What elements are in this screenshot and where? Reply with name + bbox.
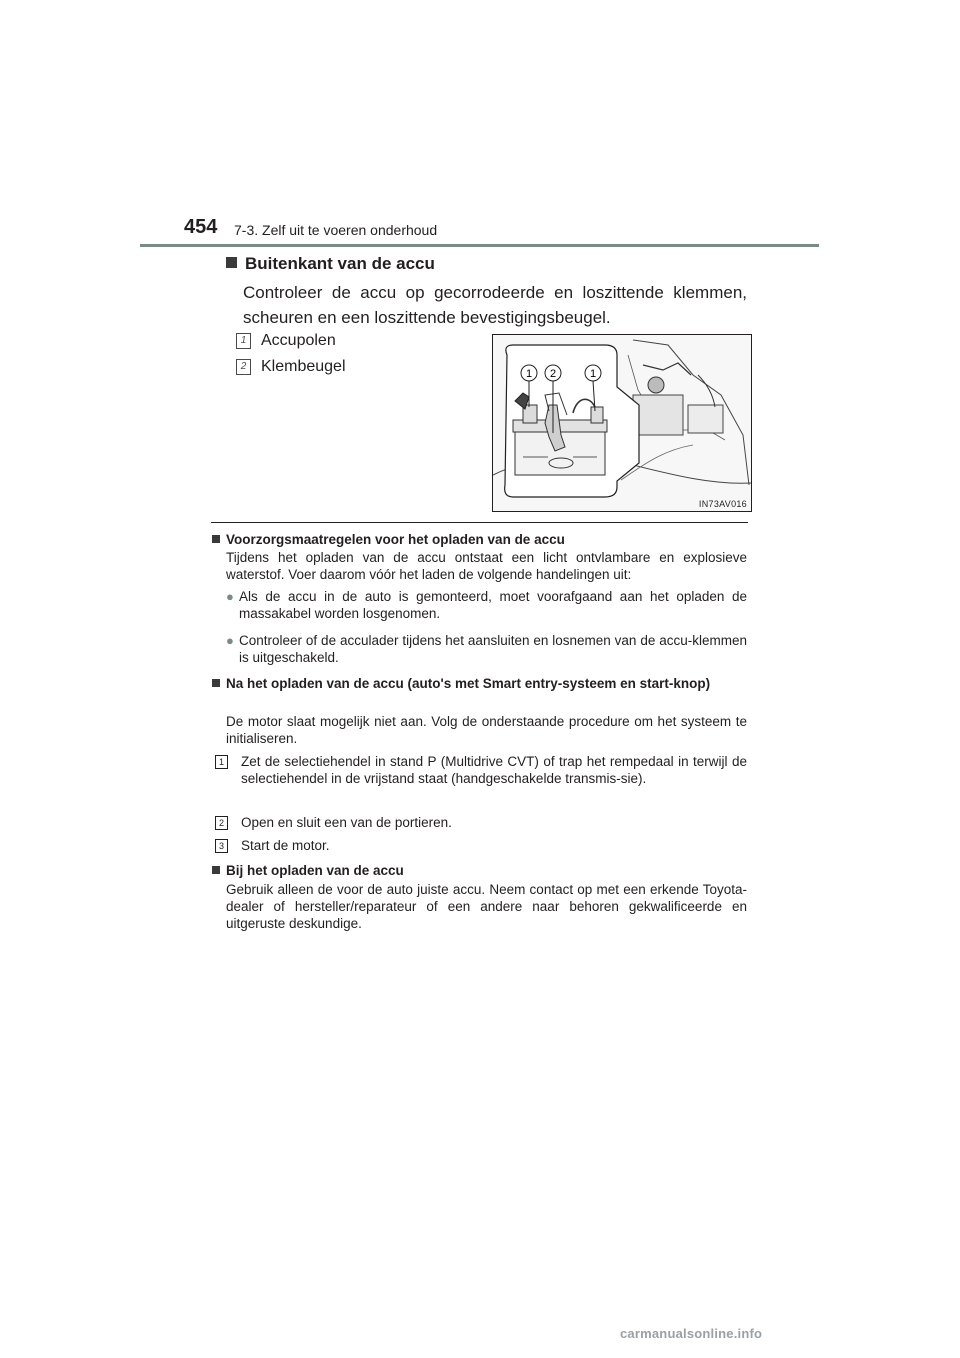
step-item: 1 Zet de selectiehendel in stand P (Multidrive CVT) of trap het rempedaal in terwijl de selectiehendel in de vrijstand staat (handgeschakelde transmis-sie).	[215, 753, 747, 787]
precautions-text: Tijdens het opladen van de accu ontstaat een licht ontvlambare en explosieve waterstof. Voer daarom vóór het laden de volgende handelingen uit:	[226, 550, 747, 582]
step-number: 2	[215, 816, 228, 830]
watermark: carmanualsonline.info	[620, 1326, 763, 1341]
callout-clamp-bracket	[236, 358, 346, 376]
square-bullet-icon	[212, 866, 220, 874]
step-item: 2 Open en sluit een van de portieren.	[215, 814, 747, 831]
step-number: 1	[215, 755, 228, 769]
after-charging-text: De motor slaat mogelijk niet aan. Volg de onderstaande procedure om het systeem te initialiseren.	[226, 714, 747, 746]
figure-code: IN73AV016	[698, 499, 747, 509]
callout-number: 2	[236, 359, 251, 375]
callout-number: 1	[236, 333, 251, 349]
callout-label: Accupolen	[261, 332, 336, 349]
figure-label: 1	[589, 368, 597, 380]
list-item: ● Als de accu in de auto is gemonteerd, moet voorafgaand aan het opladen de massakabel worden losgenomen.	[226, 589, 747, 621]
battery-drawing	[493, 335, 751, 511]
battery-illustration	[492, 334, 752, 512]
header-rule	[140, 244, 819, 247]
page-number: 454	[184, 216, 218, 238]
notes-rule	[211, 522, 748, 523]
heading-after-charging: Na het opladen van de accu (auto's met Smart entry-systeem en start-knop)	[212, 675, 747, 692]
figure-label: 1	[525, 368, 533, 380]
callout-battery-posts	[236, 332, 336, 350]
square-bullet-icon	[212, 679, 220, 687]
list-item: ● Controleer of de acculader tijdens het aansluiten en losnemen van de accu-klemmen is uitgeschakeld.	[226, 633, 747, 665]
heading-when-charging: Bij het opladen van de accu	[212, 862, 747, 879]
square-bullet-icon	[226, 257, 237, 268]
step-item: 3 Start de motor.	[215, 837, 747, 854]
section-title: 7-3. Zelf uit te voeren onderhoud	[234, 222, 438, 238]
when-charging-text: Gebruik alleen de voor de auto juiste accu. Neem contact op met een erkende Toyota-dealer of hersteller/reparateur of een andere naar behoren gekwalificeerde en uitgeruste deskundige.	[226, 882, 747, 931]
square-bullet-icon	[212, 535, 220, 543]
callout-label: Klembeugel	[261, 358, 346, 375]
figure-label: 2	[549, 368, 557, 380]
heading-precautions: Voorzorgsmaatregelen voor het opladen van de accu	[212, 531, 747, 548]
heading-battery-exterior: Buitenkant van de accu	[226, 254, 435, 274]
round-bullet-icon: ●	[226, 633, 234, 648]
step-number: 3	[215, 839, 228, 853]
battery-exterior-text: Controleer de accu op gecorrodeerde en loszittende klemmen, scheuren en een loszittende bevestigingsbeugel.	[243, 283, 747, 327]
round-bullet-icon: ●	[226, 589, 234, 604]
